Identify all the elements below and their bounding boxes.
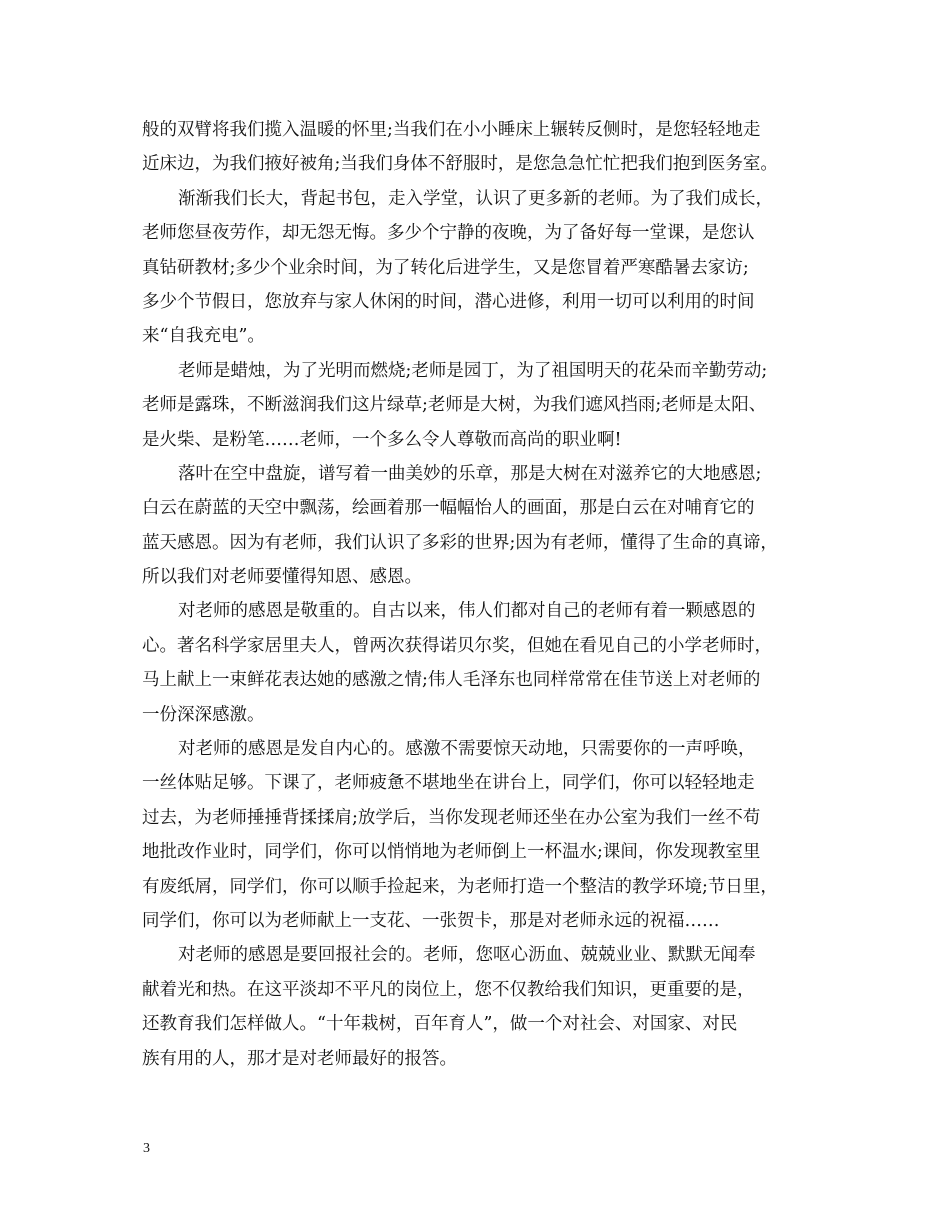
- paragraph-first-line: 对老师的感恩是要回报社会的。老师，您呕心沥血、兢兢业业、默默无闻奉: [178, 945, 756, 966]
- text-line: 族有用的人，那才是对老师最好的报答。: [142, 1048, 457, 1069]
- paragraph-first-line: 对老师的感恩是发自内心的。感激不需要惊天动地，只需要你的一声呼唤，: [178, 739, 756, 760]
- text-line: 般的双臂将我们揽入温暖的怀里;当我们在小小睡床上辗转反侧时，是您轻轻地走: [142, 120, 761, 140]
- text-line: 同学们，你可以为老师献上一支花、一张贺卡，那是对老师永远的祝福……: [142, 910, 720, 931]
- text-line: 地批改作业时，同学们，你可以悄悄地为老师倒上一杯温水;课间，你发现教室里: [142, 842, 761, 863]
- text-line: 所以我们对老师要懂得知恩、感恩。: [142, 567, 422, 588]
- text-line: 老师是露珠，不断滋润我们这片绿草;老师是大树，为我们遮风挡雨;老师是太阳、: [142, 395, 767, 416]
- text-line: 近床边，为我们掖好被角;当我们身体不舒服时，是您急急忙忙把我们抱到医务室。: [142, 154, 778, 175]
- text-line: 一份深深感激。: [142, 704, 265, 725]
- text-line: 真钻研教材;多少个业余时间，为了转化后进学生，又是您冒着严寒酷暑去家访;: [142, 257, 749, 278]
- paragraph-first-line: 渐渐我们长大，背起书包，走入学堂，认识了更多新的老师。为了我们成长，: [178, 188, 773, 209]
- text-line: 一丝体贴足够。下课了，老师疲惫不堪地坐在讲台上，同学们，你可以轻轻地走: [142, 773, 755, 794]
- text-line: 是火柴、是粉笔……老师，一个多么令人尊敬而高尚的职业啊!: [142, 429, 622, 450]
- body-text: [142, 113, 822, 1076]
- text-line: 还教育我们怎样做人。“十年栽树，百年育人”，做一个对社会、对国家、对民: [142, 1014, 738, 1035]
- text-line: 马上献上一束鲜花表达她的感激之情;伟人毛泽东也同样常常在佳节送上对老师的: [142, 670, 761, 691]
- paragraph-first-line: 对老师的感恩是敬重的。自古以来，伟人们都对自己的老师有着一颗感恩的: [178, 601, 756, 622]
- paragraph-first-line: 落叶在空中盘旋，谱写着一曲美妙的乐章，那是大树在对滋养它的大地感恩;: [178, 463, 762, 484]
- text-line: 来“自我充电”。: [142, 326, 265, 347]
- text-line: 白云在蔚蓝的天空中飘荡，绘画着那一幅幅怡人的画面，那是白云在对哺育它的: [142, 498, 755, 519]
- text-line: 过去，为老师捶捶背揉揉肩;放学后，当你发现老师还坐在办公室为我们一丝不苟: [142, 807, 761, 828]
- text-line: 有废纸屑，同学们，你可以顺手捡起来，为老师打造一个整洁的教学环境;节日里，: [142, 876, 778, 897]
- text-line: 心。著名科学家居里夫人，曾两次获得诺贝尔奖，但她在看见自己的小学老师时，: [142, 635, 772, 656]
- text-line: 多少个节假日，您放弃与家人休闲的时间，潜心进修，利用一切可以利用的时间: [142, 291, 755, 312]
- page-number: 3: [143, 1141, 150, 1156]
- text-line: 蓝天感恩。因为有老师，我们认识了多彩的世界;因为有老师，懂得了生命的真谛，: [142, 532, 778, 553]
- text-line: 献着光和热。在这平淡却不平凡的岗位上，您不仅教给我们知识，更重要的是，: [142, 979, 755, 1000]
- paragraph-first-line: 老师是蜡烛，为了光明而燃烧;老师是园丁，为了祖国明天的花朵而辛勤劳动;: [178, 360, 768, 381]
- text-line: 老师您昼夜劳作，却无怨无悔。多少个宁静的夜晚，为了备好每一堂课，是您认: [142, 223, 755, 244]
